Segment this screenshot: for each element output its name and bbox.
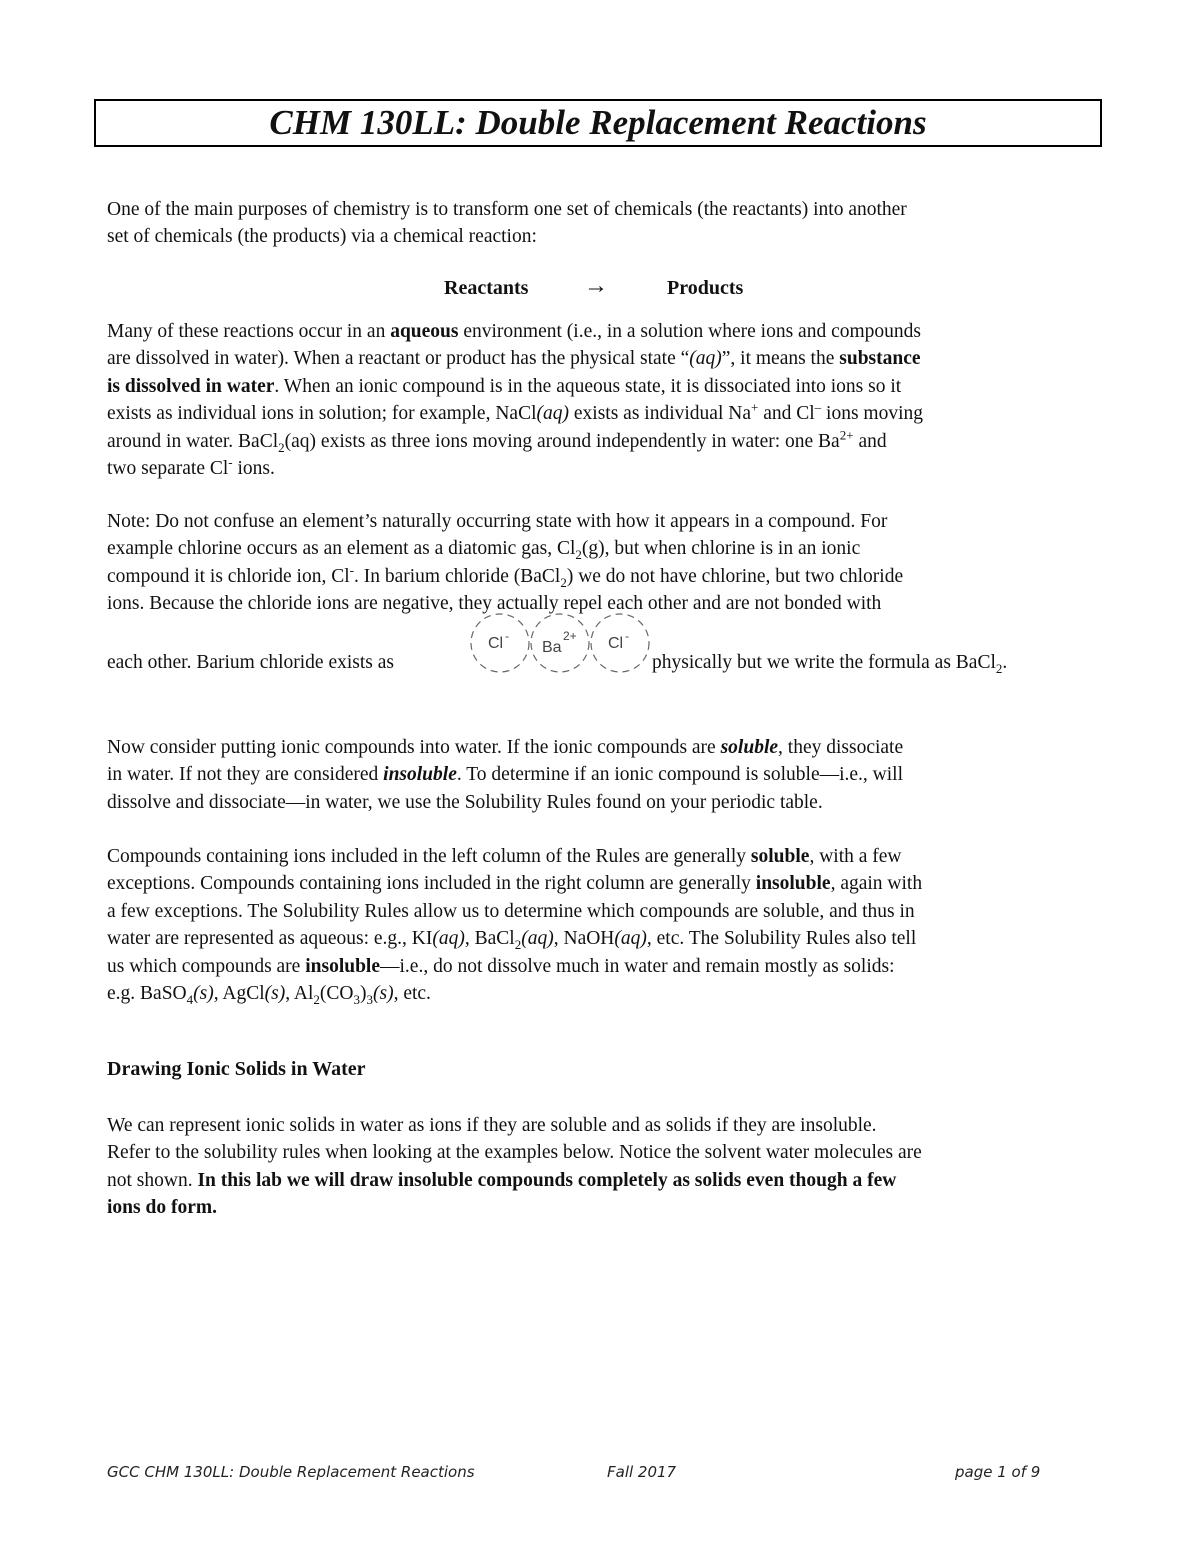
text: , Al — [285, 983, 314, 1005]
text: ) — [360, 983, 367, 1005]
reaction-arrow-icon: → — [584, 273, 608, 299]
text: . When an ionic compound is in the aqueous state, it is dissociated into ions so it — [274, 375, 902, 397]
text: , again with — [830, 873, 923, 895]
drawing-line-2: Refer to the solubility rules when looking at the examples below. Notice the solvent water molecules are — [107, 1142, 922, 1164]
ion-right-charge: - — [625, 629, 629, 643]
text: , with a few — [809, 846, 902, 867]
text: around in water. BaCl — [107, 430, 279, 452]
subscript: 2 — [278, 439, 285, 455]
aq-state: (aq) — [536, 403, 569, 425]
reaction-equation — [0, 273, 1200, 305]
solid-state: (s) — [264, 983, 286, 1005]
text: are dissolved in water). When a reactant or product has the physical state “ — [107, 348, 690, 370]
note-line-4: ions. Because the chloride ions are negative, they actually repel each other and are not bonded with — [107, 593, 882, 615]
drawing-line-4: ions do form. — [107, 1197, 217, 1219]
subscript: 3 — [353, 991, 360, 1007]
text: , NaOH — [553, 928, 615, 950]
insoluble-term: insoluble — [383, 764, 457, 786]
footer-center: Fall 2017 — [607, 1463, 677, 1481]
aq-state: (aq) — [614, 928, 647, 950]
ion-center-charge: 2+ — [563, 629, 577, 643]
intro-paragraph — [107, 196, 1097, 251]
text: and Cl — [758, 403, 815, 425]
ion-center-label: Ba — [542, 639, 562, 656]
text: (g), but when chlorine is in an ionic — [581, 538, 861, 560]
text: (CO — [319, 983, 354, 1005]
text: . — [1002, 652, 1008, 673]
drawing-line-1: We can represent ionic solids in water as ions if they are soluble and as solids if they are insoluble. — [107, 1115, 877, 1136]
charge: - — [228, 454, 233, 470]
soluble-term: soluble — [720, 737, 779, 758]
page-title: CHM 130LL: Double Replacement Reactions — [269, 103, 927, 142]
barium-chloride-ion-diagram — [466, 610, 658, 676]
text: —i.e., do not dissolve much in water and remain mostly as solids: — [380, 955, 895, 977]
text: ions moving — [821, 403, 924, 425]
subscript: 2 — [575, 547, 582, 563]
soluble-paragraph — [107, 734, 1097, 816]
text: , etc. — [393, 983, 431, 1005]
solid-state: (s) — [193, 983, 214, 1005]
charge: - — [349, 562, 354, 578]
text: (aq) exists as three ions moving around independently in water: one Ba — [284, 430, 840, 452]
aq-state: (aq) — [432, 928, 465, 950]
aq-state: (aq) — [689, 348, 722, 370]
text: exceptions. Compounds containing ions included in the right column are generally — [107, 873, 756, 895]
subscript: 2 — [313, 991, 320, 1007]
bold-statement: In this lab we will draw insoluble compounds completely as solids even though a few — [197, 1169, 897, 1191]
text: and — [853, 430, 887, 452]
solid-state: (s) — [373, 983, 394, 1005]
drawing-paragraph — [107, 1112, 1097, 1222]
charge: 2+ — [839, 427, 854, 443]
soluble-line-3: dissolve and dissociate—in water, we use the Solubility Rules found on your periodic table. — [107, 791, 823, 813]
aqueous-paragraph — [107, 318, 1097, 482]
text: , etc. The Solubility Rules also tell — [646, 928, 917, 950]
text: physically but we write the formula as BaCl — [652, 652, 996, 673]
note-line-5b — [652, 652, 1007, 674]
ion-left-label: Cl — [488, 635, 504, 652]
intro-line-1: One of the main purposes of chemistry is to transform one set of chemicals (the reactants) into another — [107, 199, 907, 220]
aq-state: (aq) — [521, 928, 554, 950]
ion-left-charge: - — [505, 629, 509, 643]
text: , AgCl — [213, 983, 265, 1005]
reactants-label: Reactants — [444, 277, 529, 299]
text: e.g. BaSO — [107, 983, 187, 1005]
subscript: 3 — [366, 991, 373, 1007]
soluble-term: soluble — [750, 846, 810, 867]
text: in water. If not they are considered — [107, 764, 384, 786]
text: compound it is chloride ion, Cl — [107, 565, 350, 587]
note-line-1: Note: Do not confuse an element’s naturally occurring state with how it appears in a compound. For — [107, 511, 888, 532]
text: example chlorine occurs as an element as a diatomic gas, Cl — [107, 538, 576, 560]
products-label: Products — [667, 277, 744, 299]
text: Many of these reactions occur in an — [107, 321, 391, 342]
text: not shown. — [107, 1169, 198, 1191]
insoluble-term: insoluble — [755, 873, 831, 895]
text: Now consider putting ionic compounds into water. If the ionic compounds are — [107, 737, 721, 758]
text: exists as individual ions in solution; for example, NaCl — [107, 403, 537, 425]
text: ”, it means the — [721, 348, 840, 370]
subscript: 2 — [514, 937, 522, 953]
footer-page-number: page 1 of 9 — [955, 1463, 1041, 1481]
ion-right-label: Cl — [608, 635, 624, 652]
text: , they dissociate — [778, 737, 904, 758]
text: two separate Cl — [107, 458, 229, 480]
rules-paragraph — [107, 843, 1097, 1007]
text: ions. — [232, 458, 275, 480]
subscript: 2 — [560, 574, 567, 590]
intro-line-2: set of chemicals (the products) via a chemical reaction: — [107, 226, 537, 248]
text: ) we do not have chlorine, but two chloride — [566, 565, 904, 587]
text: , BaCl — [464, 928, 515, 950]
note-paragraph — [107, 508, 1097, 618]
subscript: 4 — [186, 991, 194, 1007]
title-box — [94, 99, 1102, 147]
aqueous-term: aqueous — [390, 321, 459, 342]
charge: + — [750, 399, 759, 415]
section-heading: Drawing Ionic Solids in Water — [107, 1058, 366, 1080]
text: water are represented as aqueous: e.g., KI — [107, 928, 433, 950]
footer-left: GCC CHM 130LL: Double Replacement Reactions — [107, 1463, 475, 1481]
text: us which compounds are — [107, 955, 306, 977]
rules-line-3: a few exceptions. The Solubility Rules allow us to determine which compounds are soluble, and thus in — [107, 900, 915, 922]
charge: – — [814, 399, 822, 415]
insoluble-term: insoluble — [305, 955, 381, 977]
text: exists as individual Na — [569, 403, 751, 425]
text: environment (i.e., in a solution where ions and compounds — [458, 321, 921, 342]
note-line-5a: each other. Barium chloride exists as — [107, 652, 394, 673]
dissolved-term: is dissolved in water — [107, 375, 275, 397]
substance-term: substance — [839, 348, 921, 370]
text: Compounds containing ions included in the left column of the Rules are generally — [107, 846, 751, 867]
text: . In barium chloride (BaCl — [354, 565, 561, 587]
subscript: 2 — [995, 660, 1003, 676]
text: . To determine if an ionic compound is soluble—i.e., will — [456, 764, 904, 786]
